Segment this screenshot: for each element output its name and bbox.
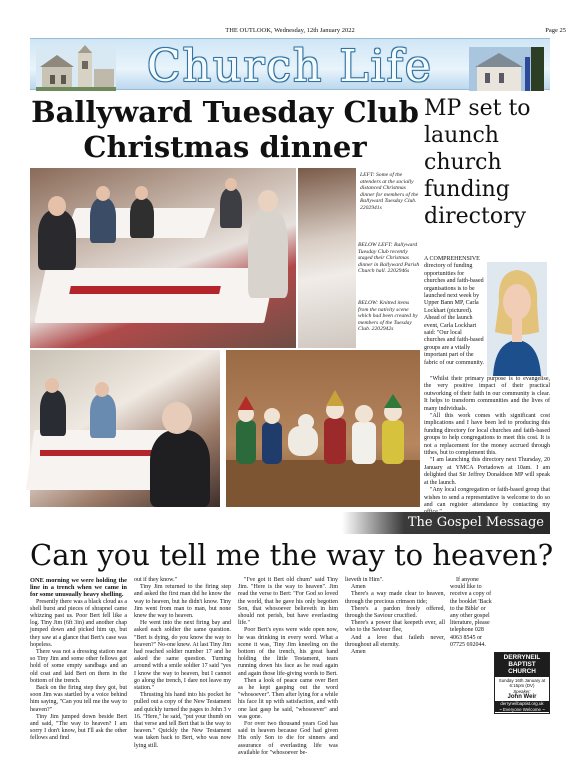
gospel-col4-p6: And a love that faileth never, throughout all eternity. bbox=[345, 634, 445, 648]
gospel-col5-p1: If anyone would like to receive a copy of the booklet 'Back to the Bible' or any other gospel literature, please telephone 028 4063 8545 or 07725 692044. bbox=[450, 577, 492, 648]
gospel-col1-p2: Presently there was a black cloud as a shell burst and pieces of shrapnel came whizzing past us. Poor Bert fell like a log. Tiny Jim (6ft 3in) and another chap jumped down and picked him up, but they saw at a glance that Bert's case was hopeless. bbox=[30, 598, 127, 648]
gospel-column-1 bbox=[30, 577, 127, 743]
gospel-lead: ONE morning we were holding the line in a trench when we came in for some unusually heavy shelling. bbox=[30, 577, 127, 599]
gospel-col3-p3: Then a look of peace came over Bert as he kept gasping out the word "whosoever". Then after lying for a while his face lit up with satisfaction, and with one last gasp he said, "whosoever" and was gone. bbox=[238, 677, 338, 720]
mp-article-body bbox=[424, 376, 550, 517]
advert-speaker-label: Speaker: bbox=[513, 689, 531, 695]
gospel-column-4 bbox=[345, 577, 445, 656]
gospel-col2-p2: Tiny Jim returned to the firing step and asked the first man did he know the way to heaven, but he didn't know. Tiny Jim went from man to man, but none knew the way to heaven. bbox=[134, 584, 231, 620]
mp-paragraph-4: "All this work comes with significant cost implications and I have been led to producing this funding directory for local churches and faith-based groups to help congregations to meet this cost. It is not a replacement for the money accrued through tithes, but to complement this. bbox=[424, 413, 550, 457]
section-banner bbox=[30, 38, 550, 90]
mp-headline: MP set to launch church funding directory bbox=[424, 96, 531, 229]
gospel-col4-p4: There's a pardon freely offered, through the Saviour crucified. bbox=[345, 605, 445, 620]
dinner-hall-photo bbox=[30, 350, 220, 507]
gospel-col4-p5: There's a power that keepeth ever, all who to the Saviour flee, bbox=[345, 620, 445, 634]
mp-paragraph-2: Ahead of the launch event, Carla Lockhart said: "Our local churches and faith-based groups are a vitally important part of the fabric of our community. bbox=[424, 315, 484, 366]
photo-caption-below-left: BELOW LEFT: Ballyward Tuesday Club recently staged their Christmas dinner in Ballyward Parish Church hall. 2202946s bbox=[358, 242, 420, 275]
gospel-col2-p3: He went into the next firing bay and asked each soldier the same question. "Bert is dying, do you know the way to heaven?" No-one knew. At last Tiny Jim had reached soldier number 17 and he asked the same question. Turning around with a smile soldier 17 said "yes I know the way to heaven, but I cannot go along the trench, I dare not leave my station." bbox=[134, 620, 231, 692]
gospel-col4-p1: lieveth in Him". bbox=[345, 577, 384, 583]
knitted-figures-icon bbox=[226, 350, 420, 507]
ballyward-headline: Ballyward Tuesday Club Christmas dinner bbox=[31, 95, 419, 164]
photo-caption-left: LEFT: Some of the attenders at the socially distanced Christmas dinner for members of the Ballyward Tuesday Club. 2202941s bbox=[360, 172, 419, 211]
christmas-dinner-photo bbox=[30, 168, 296, 348]
gospel-col4-p2: Amen bbox=[351, 584, 366, 591]
photo-caption-below: BELOW: Knitted items from the nativity scene which had been created by members of the Tuesday Club. 2202942s bbox=[358, 300, 418, 333]
gospel-col1-p4: Back on the firing step they got, but soon Jim was startled by a voice behind him saying, "Can you tell me the way to heaven?" bbox=[30, 685, 127, 713]
gospel-col4-p7: Amen bbox=[351, 649, 366, 656]
advert-welcome: ~ Everyone Welcome ~ bbox=[495, 707, 549, 712]
gospel-col1-p3: There was not a dressing station near so Tiny Jim and some other fellows got hold of some empty sandbags and an old coat and laid Bert on them in the bottom of the trench. bbox=[30, 649, 127, 684]
gospel-column-5 bbox=[450, 577, 492, 649]
mp-lead-paragraph bbox=[424, 256, 484, 367]
gospel-col3-p4: For over two thousand years God has said in heaven because God had given His only Son to die for sinners and assurance of everlasting life was available for "whosoever be- bbox=[238, 721, 338, 756]
mp-paragraph-5: "I am launching this directory next Thursday, 20 January at YMCA Portadown at 10am. I am delighted that Sir Jeffrey Donaldson MP will speak at the launch. bbox=[424, 457, 550, 486]
derryneil-advert bbox=[494, 652, 550, 714]
section-title: Church Life bbox=[147, 41, 433, 92]
mp-paragraph-3: "Whilst their primary purpose is to evangelise, the very positive impact of their practical outworking of their faith in our community is clear. It helps to transform communities and the lives of many individuals. bbox=[424, 376, 550, 412]
mp-lead-text: A COMPREHENSIVE directory of funding opportunities for churches and faith-based organisations is to be launched next week by Upper Bann MP, Carla Lockhart (pictured). bbox=[424, 256, 484, 314]
portrait-icon bbox=[487, 262, 547, 376]
mp-paragraph-6: "Any local congregation or faith-based group that wishes to send a representative is welcome to do so and can register attendance by contacting my bbox=[424, 487, 550, 508]
advert-speaker: John Weir bbox=[507, 694, 537, 701]
carla-lockhart-portrait bbox=[487, 262, 547, 376]
gospel-section-label: The Gospel Message bbox=[407, 515, 544, 530]
gospel-col3-p2: Poor Bert's eyes were wide open now, he was drinking in every word. What a scene it was, Tiny Jim kneeling on the bottom of the trench, his great hand holding the little Testament, tears running down his face as he read again and again those life-giving words to Bert. bbox=[238, 627, 338, 677]
advert-church-name: DERRYNEIL BAPTIST CHURCH bbox=[495, 653, 549, 677]
page-number: Page 25 bbox=[545, 27, 566, 34]
gospel-col4-p3: There's a way made clear to heaven, through the precious crimson tide; bbox=[345, 591, 445, 605]
gospel-column-2 bbox=[134, 577, 231, 750]
issue-date: THE OUTLOOK, Wednesday, 12th January 2022 bbox=[225, 27, 355, 34]
advert-website: derryneilbaptist.org.uk bbox=[495, 701, 549, 706]
christmas-dinner-photo-right bbox=[298, 168, 356, 348]
advert-service-time: Sunday 16th January at 6:15pm (DV) bbox=[498, 677, 546, 688]
church-photo-icon bbox=[469, 47, 544, 91]
knitted-nativity-photo bbox=[226, 350, 420, 507]
gospel-col2-p4: Thrusting his hand into his pocket he pulled out a copy of the New Testament and quickly turned the pages to John 3 v 16. "Here," he said, "put your thumb on that verse and tell Bert that is the way to heaven." Quickly the New Testament was taken back to Bert, who was now lying still. bbox=[134, 692, 231, 749]
gospel-col3-p1: "I've got it Bert old chum" said Tiny Jim. "Here is the way to heaven". Jim read the verse to Bert: "For God so loved the world, that he gave his only begotten Son, that whosoever believeth in him should not perish, but have everlasting life." bbox=[238, 577, 338, 627]
gospel-col1-p5: Tiny Jim jumped down beside Bert and said, "The way to heaven? I am sorry I don't know, but I'll ask the other fellows and find bbox=[30, 713, 127, 742]
gospel-column-3 bbox=[238, 577, 338, 757]
publication-line bbox=[0, 26, 580, 38]
gospel-col2-p1: out if they know." bbox=[134, 577, 178, 583]
gospel-headline: Can you tell me the way to heaven? bbox=[30, 538, 554, 572]
